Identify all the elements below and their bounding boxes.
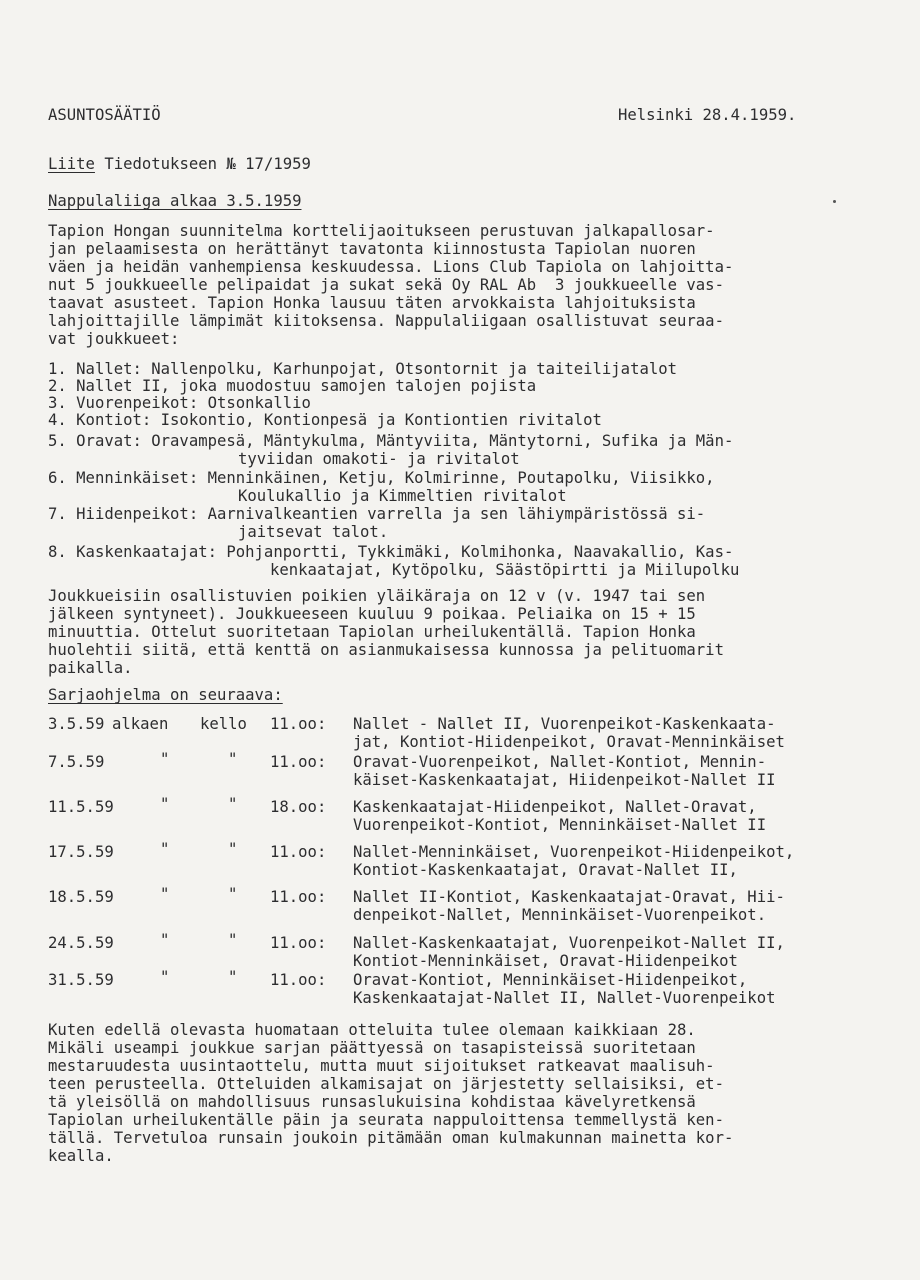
- closing-line: kealla.: [48, 1147, 114, 1165]
- team-item: 4. Kontiot: Isokontio, Kontionpesä ja Kontiontien rivitalot: [48, 411, 602, 429]
- intro-line: väen ja heidän vanhempiensa keskuudessa. Lions Club Tapiola on lahjoitta-: [48, 258, 734, 276]
- schedule-col-b: ": [228, 885, 238, 903]
- schedule-col-a: ": [160, 885, 170, 903]
- rules-line: minuuttia. Ottelut suoritetaan Tapiolan urheilukentällä. Tapion Honka: [48, 623, 696, 641]
- schedule-date: 3.5.59: [48, 715, 105, 733]
- team-item-continuation: kenkaatajat, Kytöpolku, Säästöpirtti ja Miilupolku: [270, 561, 740, 579]
- schedule-col-a: ": [160, 750, 170, 768]
- schedule-games: jat, Kontiot-Hiidenpeikot, Oravat-Menninkäiset: [353, 733, 785, 751]
- schedule-col-b: ": [228, 795, 238, 813]
- closing-line: Mikäli useampi joukkue sarjan päättyessä on tasapisteissä suoritetaan: [48, 1039, 696, 1057]
- schedule-date: 24.5.59: [48, 934, 114, 952]
- schedule-games: Nallet II-Kontiot, Kaskenkaatajat-Oravat, Hii-: [353, 888, 785, 906]
- reference-prefix: Liite: [48, 155, 95, 173]
- schedule-games: Vuorenpeikot-Kontiot, Menninkäiset-Nallet II: [353, 816, 767, 834]
- schedule-games: Kontiot-Kaskenkaatajat, Oravat-Nallet II,: [353, 861, 738, 879]
- schedule-games: Nallet-Kaskenkaatajat, Vuorenpeikot-Nallet II,: [353, 934, 785, 952]
- schedule-col-a: ": [160, 795, 170, 813]
- schedule-date: 17.5.59: [48, 843, 114, 861]
- team-item: 1. Nallet: Nallenpolku, Karhunpojat, Otsontornit ja taiteilijatalot: [48, 360, 678, 378]
- schedule-games: Oravat-Kontiot, Menninkäiset-Hiidenpeikot,: [353, 971, 748, 989]
- schedule-time: 11.oo:: [270, 843, 327, 861]
- schedule-time: 11.oo:: [270, 971, 327, 989]
- schedule-col-b: ": [228, 840, 238, 858]
- schedule-date: 31.5.59: [48, 971, 114, 989]
- team-item: 6. Menninkäiset: Menninkäinen, Ketju, Kolmirinne, Poutapolku, Viisikko,: [48, 469, 715, 487]
- intro-line: taavat asusteet. Tapion Honka lausuu täten arvokkaista lahjoituksista: [48, 294, 696, 312]
- closing-line: tä yleisöllä on mahdollisuus runsaslukuisina kohdistaa kävelyretkensä: [48, 1093, 696, 1111]
- team-item-continuation: jaitsevat talot.: [238, 523, 389, 541]
- rules-line: huolehtii siitä, että kenttä on asianmukaisessa kunnossa ja pelituomarit: [48, 641, 724, 659]
- schedule-games: käiset-Kaskenkaatajat, Hiidenpeikot-Nallet II: [353, 771, 776, 789]
- schedule-heading: Sarjaohjelma on seuraava:: [48, 686, 283, 704]
- intro-line: Tapion Hongan suunnitelma korttelijaoitukseen perustuvan jalkapallosar-: [48, 222, 715, 240]
- team-item: 8. Kaskenkaatajat: Pohjanportti, Tykkimäki, Kolmihonka, Naavakallio, Kas-: [48, 543, 734, 561]
- team-item: 7. Hiidenpeikot: Aarnivalkeantien varrella ja sen lähiympäristössä si-: [48, 505, 706, 523]
- schedule-games: denpeikot-Nallet, Menninkäiset-Vuorenpeikot.: [353, 906, 767, 924]
- rules-line: Joukkueisiin osallistuvien poikien yläikäraja on 12 v (v. 1947 tai sen: [48, 587, 706, 605]
- schedule-time: 11.oo:: [270, 753, 327, 771]
- team-item: 3. Vuorenpeikot: Otsonkallio: [48, 394, 311, 412]
- closing-line: mestaruudesta uusintaottelu, mutta muut sijoitukset ratkeavat maalisuh-: [48, 1057, 715, 1075]
- intro-line: jan pelaamisesta on herättänyt tavatonta kiinnostusta Tapiolan nuoren: [48, 240, 696, 258]
- schedule-time: 18.oo:: [270, 798, 327, 816]
- schedule-col-a: alkaen: [112, 715, 169, 733]
- schedule-col-a: ": [160, 840, 170, 858]
- closing-line: tällä. Tervetuloa runsain joukoin pitämään oman kulmakunnan mainetta kor-: [48, 1129, 734, 1147]
- schedule-games: Kaskenkaatajat-Hiidenpeikot, Nallet-Oravat,: [353, 798, 757, 816]
- intro-line: lahjoittajille lämpimät kiitoksensa. Nappulaliigaan osallistuvat seuraa-: [48, 312, 724, 330]
- reference-line: [48, 155, 311, 173]
- team-item: 5. Oravat: Oravampesä, Mäntykulma, Mäntyviita, Mäntytorni, Sufika ja Män-: [48, 432, 734, 450]
- team-item-continuation: Koulukallio ja Kimmeltien rivitalot: [238, 487, 567, 505]
- schedule-date: 11.5.59: [48, 798, 114, 816]
- ink-speck: [833, 200, 836, 203]
- place-date: Helsinki 28.4.1959.: [618, 106, 797, 124]
- rules-line: paikalla.: [48, 659, 133, 677]
- schedule-date: 7.5.59: [48, 753, 105, 771]
- organization-name: ASUNTOSÄÄTIÖ: [48, 106, 161, 124]
- schedule-time: 11.oo:: [270, 715, 327, 733]
- closing-line: teen perusteella. Otteluiden alkamisajat on järjestetty sellaisiksi, et-: [48, 1075, 724, 1093]
- schedule-games: Oravat-Vuorenpeikot, Nallet-Kontiot, Mennin-: [353, 753, 767, 771]
- schedule-time: 11.oo:: [270, 888, 327, 906]
- intro-line: vat joukkueet:: [48, 330, 180, 348]
- schedule-col-a: ": [160, 968, 170, 986]
- document-heading: Nappulaliiga alkaa 3.5.1959: [48, 192, 302, 210]
- rules-line: jälkeen syntyneet). Joukkueeseen kuuluu 9 poikaa. Peliaika on 15 + 15: [48, 605, 696, 623]
- closing-line: Kuten edellä olevasta huomataan otteluita tulee olemaan kaikkiaan 28.: [48, 1021, 696, 1039]
- closing-line: Tapiolan urheilukentälle päin ja seurata nappuloittensa temmellystä ken-: [48, 1111, 724, 1129]
- reference-text: Tiedotukseen № 17/1959: [94, 155, 311, 173]
- team-item: 2. Nallet II, joka muodostuu samojen talojen pojista: [48, 377, 537, 395]
- schedule-games: Kaskenkaatajat-Nallet II, Nallet-Vuorenpeikot: [353, 989, 776, 1007]
- schedule-col-b: kello: [200, 715, 247, 733]
- schedule-col-b: ": [228, 750, 238, 768]
- schedule-col-b: ": [228, 931, 238, 949]
- schedule-games: Nallet - Nallet II, Vuorenpeikot-Kaskenkaata-: [353, 715, 776, 733]
- schedule-time: 11.oo:: [270, 934, 327, 952]
- schedule-games: Nallet-Menninkäiset, Vuorenpeikot-Hiidenpeikot,: [353, 843, 795, 861]
- schedule-games: Kontiot-Menninkäiset, Oravat-Hiidenpeikot: [353, 952, 738, 970]
- schedule-col-b: ": [228, 968, 238, 986]
- team-item-continuation: tyviidan omakoti- ja rivitalot: [238, 450, 520, 468]
- schedule-date: 18.5.59: [48, 888, 114, 906]
- intro-line: nut 5 joukkueelle pelipaidat ja sukat sekä Oy RAL Ab 3 joukkueelle vas-: [48, 276, 724, 294]
- schedule-col-a: ": [160, 931, 170, 949]
